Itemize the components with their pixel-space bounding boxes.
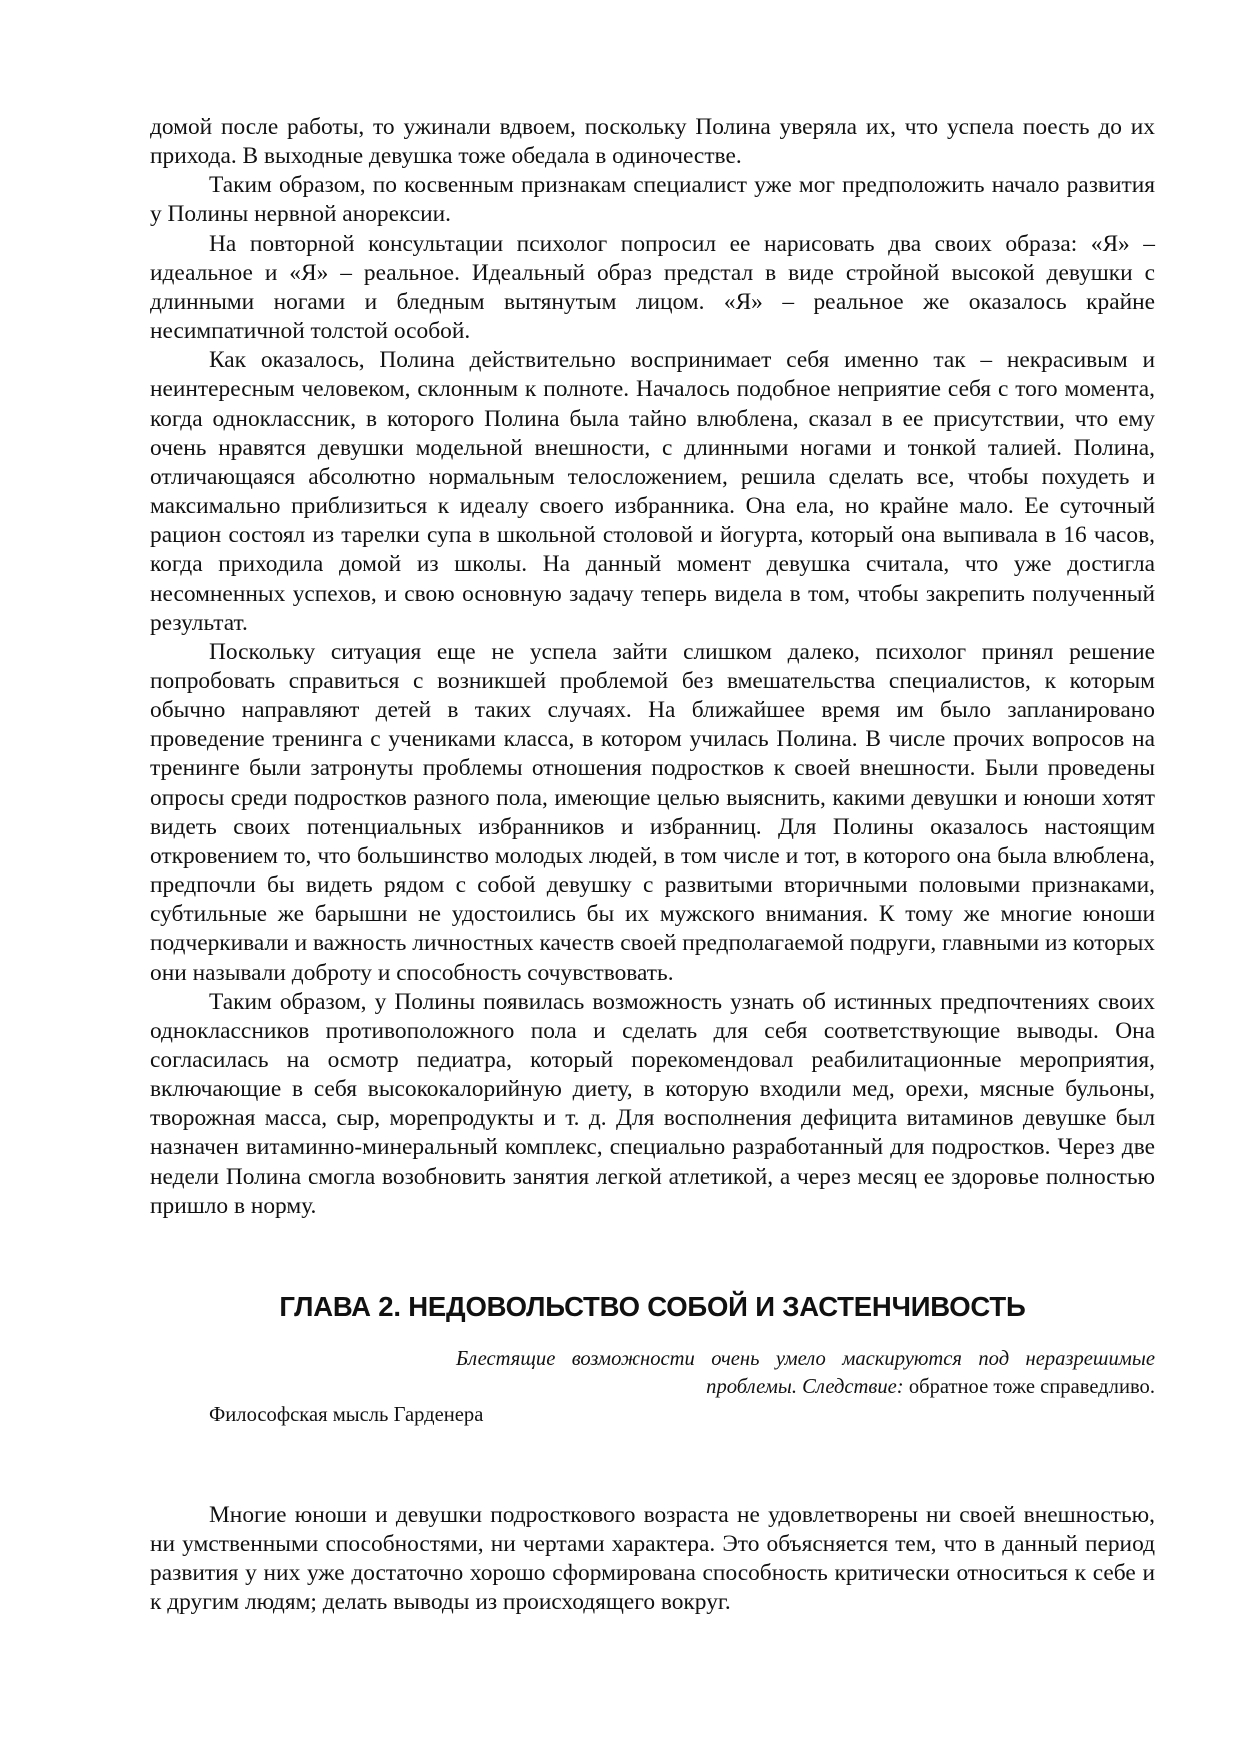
paragraph: домой после работы, то ужинали вдвоем, поскольку Полина уверяла их, что успела поесть до их прихода. В выходные девушка тоже обедала в одиночестве. [150,114,1155,170]
chapter-title: ГЛАВА 2. НЕДОВОЛЬСТВО СОБОЙ И ЗАСТЕНЧИВОСТЬ [279,1290,1026,1322]
epigraph-plain-text: обратное тоже справедливо. [903,1375,1155,1398]
paragraph: Как оказалось, Полина действительно воспринимает себя именно так – некрасивым и неинтересным человеком, склонным к полноте. Началось подобное неприятие себя с того момента, когда одноклассник, в которого Полина была тайно влюблена, сказал в ее присутствии, что ему очень нравятся девушки модельной внешности, с длинными ногами и тонкой талией. Полина, отличающаяся абсолютно нормальным телосложением, решила сделать все, чтобы похудеть и максимально приблизиться к идеалу своего избранника. Она ела, но крайне мало. Ее суточный рацион состоял из тарелки супа в школьной столовой и йогурта, который она выпивала в 16 часов, когда приходила домой из школы. На данный момент девушка считала, что уже достигла несомненных успехов, и свою основную задачу теперь видела в том, чтобы закрепить полученный результат. [150,347,1155,636]
epigraph-italic-text: Блестящие возможности очень умело маскируются под неразрешимые проблемы. Следствие: [456,1347,1155,1398]
epigraph-author: Философская мысль Гарденера [209,1403,484,1426]
paragraph: Таким образом, по косвенным признакам специалист уже мог предположить начало развития у Полины нервной анорексии. [150,172,1155,228]
epigraph [456,1345,1155,1401]
paragraph: На повторной консультации психолог попросил ее нарисовать два своих образа: «Я» – идеальное и «Я» – реальное. Идеальный образ предстал в виде стройной высокой девушки с длинными ногами и бледным вытянутым лицом. «Я» – реальное же оказалось крайне несимпатичной толстой особой. [150,230,1155,345]
paragraph: Многие юноши и девушки подросткового возраста не удовлетворены ни своей внешностью, ни умственными способностями, ни чертами характера. Это объясняется тем, что в данный период развития у них уже достаточно хорошо сформирована способность критически относиться к себе и к другим людям; делать выводы из происходящего вокруг. [150,1501,1155,1616]
paragraph: Таким образом, у Полины появилась возможность узнать об истинных предпочтениях своих одноклассников противоположного пола и сделать для себя соответствующие выводы. Она согласилась на осмотр педиатра, который порекомендовал реабилитационные мероприятия, включающие в себя высококалорийную диету, в которую входили мед, орехи, мясные бульоны, творожная масса, сыр, морепродукты и т. д. Для восполнения дефицита витаминов девушке был назначен витаминно-минеральный комплекс, специально разработанный для подростков. Через две недели Полина смогла возобновить занятия легкой атлетикой, а через месяц ее здоровье полностью пришло в норму. [150,988,1155,1219]
document-page [150,113,1155,1618]
paragraph: Поскольку ситуация еще не успела зайти слишком далеко, психолог принял решение попробовать справиться с возникшей проблемой без вмешательства специалистов, к которым обычно направляют детей в таких случаях. На ближайшее время им было запланировано проведение тренинга с учениками класса, в котором училась Полина. В числе прочих вопросов на тренинге были затронуты проблемы отношения подростков к своей внешности. Были проведены опросы среди подростков разного пола, имеющие целью выяснить, какими девушки и юноши хотят видеть своих потенциальных избранников и избранниц. Для Полины оказалось настоящим откровением то, что большинство молодых людей, в том числе и тот, в которого она была влюблена, предпочли бы видеть рядом с собой девушку с развитыми вторичными половыми признаками, субтильные же барышни не удостоились бы их мужского внимания. К тому же многие юноши подчеркивали и важность личностных качеств своей предполагаемой подруги, главными из которых они называли доброту и способность сочувствовать. [150,638,1155,986]
